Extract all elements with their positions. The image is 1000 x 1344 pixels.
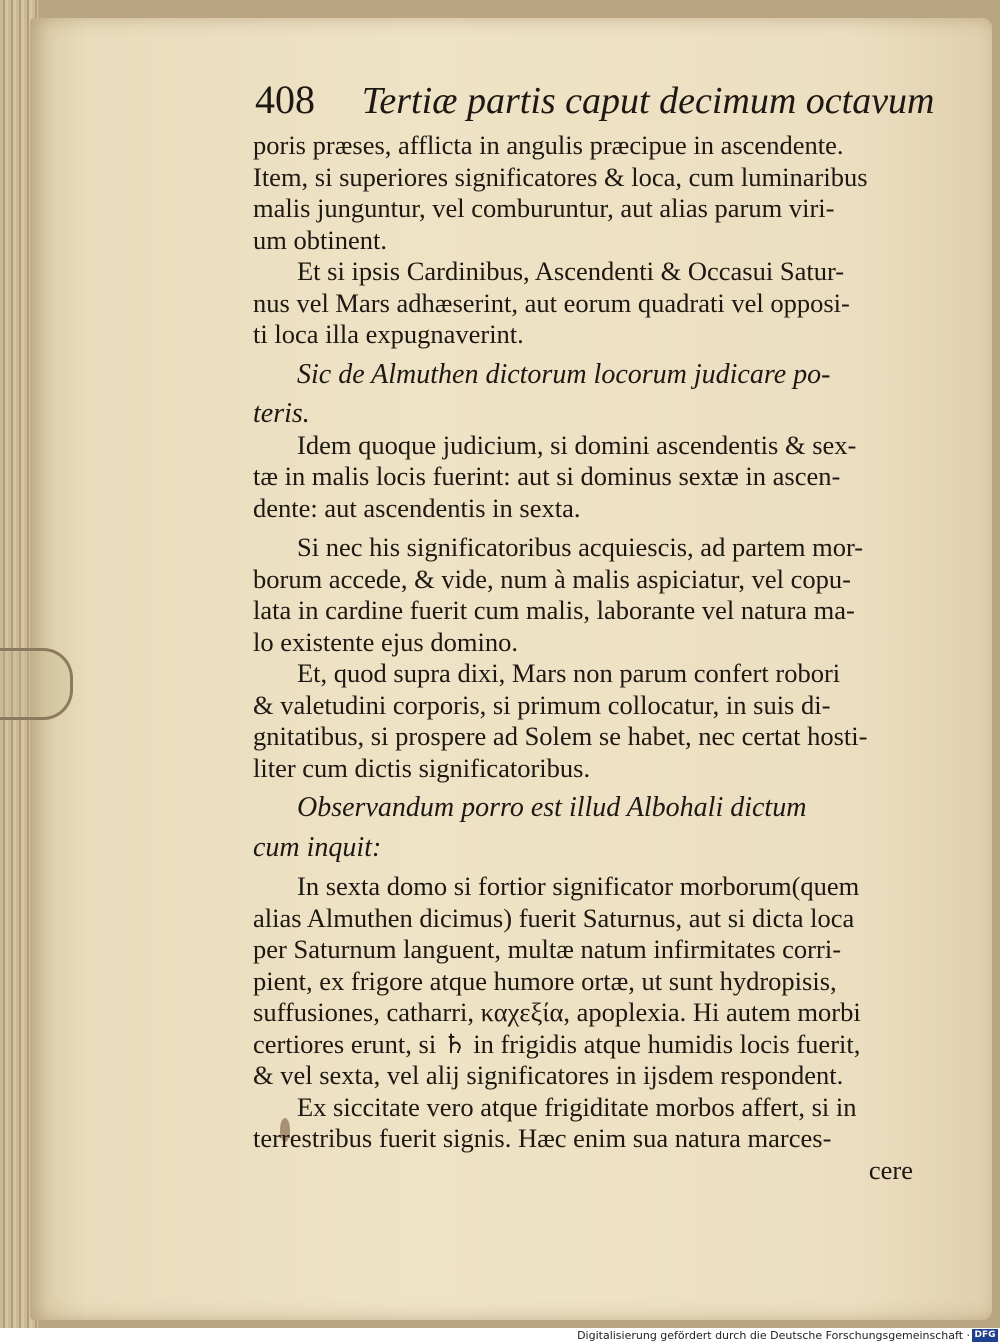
text-line: dente: aut ascendentis in sexta. — [253, 492, 581, 523]
dfg-logo: DFG — [972, 1329, 998, 1342]
italic-line: Observandum porro est illud Albohali dictum — [297, 792, 807, 823]
page-clasp — [0, 648, 73, 720]
text-line: terrestribus fuerit signis. Hæc enim sua natura marces- — [253, 1123, 832, 1153]
body-text — [253, 130, 913, 1186]
funding-credit: Digitalisierung gefördert durch die Deutsche Forschungsgemeinschaft · — [577, 1329, 970, 1342]
text-line: & vel sexta, vel alij significatores in ijsdem respondent. — [253, 1060, 844, 1090]
page-number: 408 — [255, 77, 315, 122]
text-line: liter cum dictis significatoribus. — [253, 752, 591, 783]
italic-line: cum inquit: — [253, 831, 382, 863]
text-line: In sexta domo si fortior significator morborum(quem — [297, 871, 860, 901]
running-title: Tertiæ partis caput decimum octavum — [361, 80, 935, 122]
footer-bar — [0, 1328, 1000, 1344]
text-line: Et, quod supra dixi, Mars non parum confert robori — [297, 658, 841, 688]
text-line: Ex siccitate vero atque frigiditate morbos affert, si in — [297, 1091, 857, 1122]
text-line: alias Almuthen dicimus) fuerit Saturnus, aut si dicta loca — [253, 902, 855, 933]
text-line: ti loca illa expugnaverint. — [253, 319, 524, 349]
text-line: lo existente ejus domino. — [253, 626, 518, 657]
text-line: Idem quoque judicium, si domini ascendentis & sex- — [297, 429, 857, 460]
italic-line: Sic de Almuthen dictorum locorum judicare po- — [297, 358, 831, 390]
text-line: certiores erunt, si ♄ in frigidis atque humidis locis fuerit, — [253, 1028, 861, 1059]
text-line: tæ in malis locis fuerint: aut si dominus sextæ in ascen- — [253, 461, 841, 491]
text-line: & valetudini corporis, si primum collocatur, in suis di- — [253, 689, 831, 720]
text-line: pient, ex frigore atque humore ortæ, ut sunt hydropisis, — [253, 965, 837, 996]
text-line: per Saturnum languent, multæ natum infirmitates corri- — [253, 934, 842, 964]
catchword: cere — [868, 1154, 913, 1185]
text-line: borum accede, & vide, num à malis aspiciatur, vel copu- — [253, 563, 851, 594]
text-line: gnitatibus, si prospere ad Solem se habet, nec certat hosti- — [253, 721, 868, 751]
text-line: poris præses, afflicta in angulis præcipue in ascendente. — [253, 130, 844, 160]
text-line: suffusiones, catharri, καχεξία, apoplexia. Hi autem morbi — [253, 997, 861, 1027]
text-line: Et si ipsis Cardinibus, Ascendenti & Occasui Satur- — [297, 256, 845, 286]
page-header — [255, 74, 935, 126]
text-line: um obtinent. — [253, 224, 387, 255]
text-line: lata in cardine fuerit cum malis, laborante vel natura ma- — [253, 595, 855, 625]
italic-line: teris. — [253, 398, 310, 429]
text-line: malis junguntur, vel comburuntur, aut alias parum viri- — [253, 193, 835, 223]
text-line: Item, si superiores significatores & loca, cum luminaribus — [253, 161, 868, 192]
text-line: nus vel Mars adhæserint, aut eorum quadrati vel opposi- — [253, 287, 850, 318]
text-line: Si nec his significatoribus acquiescis, ad partem mor- — [297, 532, 864, 562]
